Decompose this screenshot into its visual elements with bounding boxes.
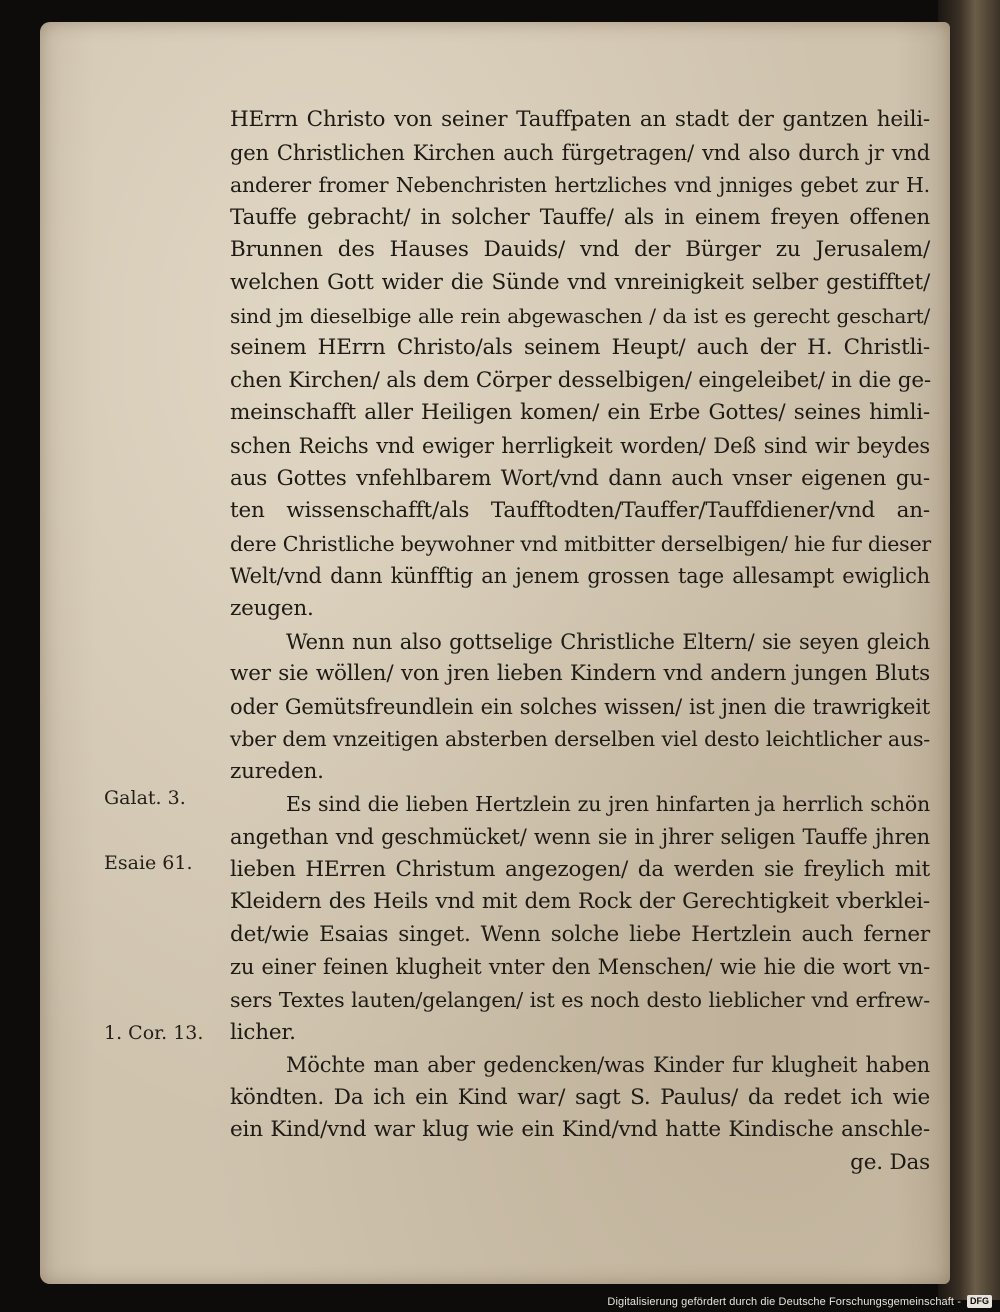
digitization-footer bbox=[607, 1295, 992, 1308]
text-line: det/wie Esaias singet. Wenn solche liebe Hertzlein auch ferner bbox=[230, 921, 930, 947]
margin-note-esaias: Esaie 61. bbox=[104, 852, 193, 874]
text-line: anderer fromer Nebenchristen hertzliches vnd jnniges gebet zur H. bbox=[230, 173, 930, 198]
text-line: seinem HErrn Christo/als seinem Heupt/ auch der H. Christli- bbox=[230, 335, 930, 361]
text-line: meinschafft aller Heiligen komen/ ein Erbe Gottes/ seines himli- bbox=[230, 400, 930, 426]
text-line: vber dem vnzeitigen absterben derselben viel desto leichtlicher aus- bbox=[230, 727, 930, 752]
text-line: angethan vnd geschmücket/ wenn sie in jhrer seligen Tauffe jhren bbox=[230, 825, 930, 850]
text-line: köndten. Da ich ein Kind war/ sagt S. Paulus/ da redet ich wie bbox=[230, 1084, 930, 1110]
footer-credit-text: Digitalisierung gefördert durch die Deutsche Forschungsgemeinschaft - bbox=[607, 1295, 961, 1308]
text-line: zeugen. bbox=[230, 595, 314, 621]
text-line: sind jm dieselbige alle rein abgewaschen / da ist es gerecht geschart/ bbox=[230, 303, 930, 328]
text-line: welchen Gott wider die Sünde vnd vnreinigkeit selber gestifftet/ bbox=[230, 269, 930, 295]
text-line: Welt/vnd dann künfftig an jenem grossen tage allesampt ewiglich bbox=[230, 564, 930, 589]
text-line: Es sind die lieben Hertzlein zu jren hinfarten ja herrlich schön bbox=[286, 792, 930, 817]
text-line: ten wissenschafft/als Taufftodten/Tauffer/Tauffdiener/vnd an- bbox=[230, 498, 930, 524]
text-line: zu einer feinen klugheit vnter den Menschen/ wie hie die wort vn- bbox=[230, 955, 930, 980]
text-line: ein Kind/vnd war klug wie ein Kind/vnd hatte Kindische anschle- bbox=[230, 1117, 930, 1143]
text-line: lieben HErren Christum angezogen/ da werden sie freylich mit bbox=[230, 856, 930, 882]
text-line: sers Textes lauten/gelangen/ ist es noch desto lieblicher vnd erfrew- bbox=[230, 988, 930, 1013]
dfg-logo: DFG bbox=[967, 1295, 992, 1308]
text-line: Wenn nun also gottselige Christliche Eltern/ sie seyen gleich bbox=[286, 629, 930, 654]
text-line: schen Reichs vnd ewiger herrligkeit worden/ Deß sind wir beydes bbox=[230, 433, 930, 458]
text-line: wer sie wöllen/ von jren lieben Kindern vnd andern jungen Bluts bbox=[230, 661, 930, 687]
text-line: oder Gemütsfreundlein ein solches wissen/ ist jnen die trawrigkeit bbox=[230, 694, 930, 719]
text-line: zureden. bbox=[230, 758, 324, 784]
text-line: Kleidern des Heils vnd mit dem Rock der Gerechtigkeit vberklei- bbox=[230, 889, 930, 915]
text-line: Tauffe gebracht/ in solcher Tauffe/ als in einem freyen offenen bbox=[230, 204, 930, 230]
margin-note-galatians: Galat. 3. bbox=[104, 787, 186, 809]
catchword: ge. Das bbox=[850, 1150, 930, 1175]
book-page bbox=[40, 22, 950, 1284]
text-line: chen Kirchen/ als dem Cörper desselbigen/ eingeleibet/ in die ge- bbox=[230, 367, 931, 393]
text-line: gen Christlichen Kirchen auch fürgetragen/ vnd also durch jr vnd bbox=[230, 140, 930, 165]
text-line: aus Gottes vnfehlbarem Wort/vnd dann auch vnser eigenen gu- bbox=[230, 465, 930, 491]
text-line: Brunnen des Hauses Dauids/ vnd der Bürger zu Jerusalem/ bbox=[230, 237, 930, 263]
text-line: dere Christliche beywohner vnd mitbitter derselbigen/ hie fur dieser bbox=[230, 531, 931, 556]
text-line: HErrn Christo von seiner Tauffpaten an stadt der gantzen heili- bbox=[230, 107, 930, 132]
page-body-text bbox=[230, 104, 930, 1180]
text-line: licher. bbox=[230, 1019, 296, 1045]
margin-note-corinthians: 1. Cor. 13. bbox=[104, 1022, 204, 1044]
text-line: Möchte man aber gedencken/was Kinder fur klugheit haben bbox=[286, 1053, 930, 1078]
